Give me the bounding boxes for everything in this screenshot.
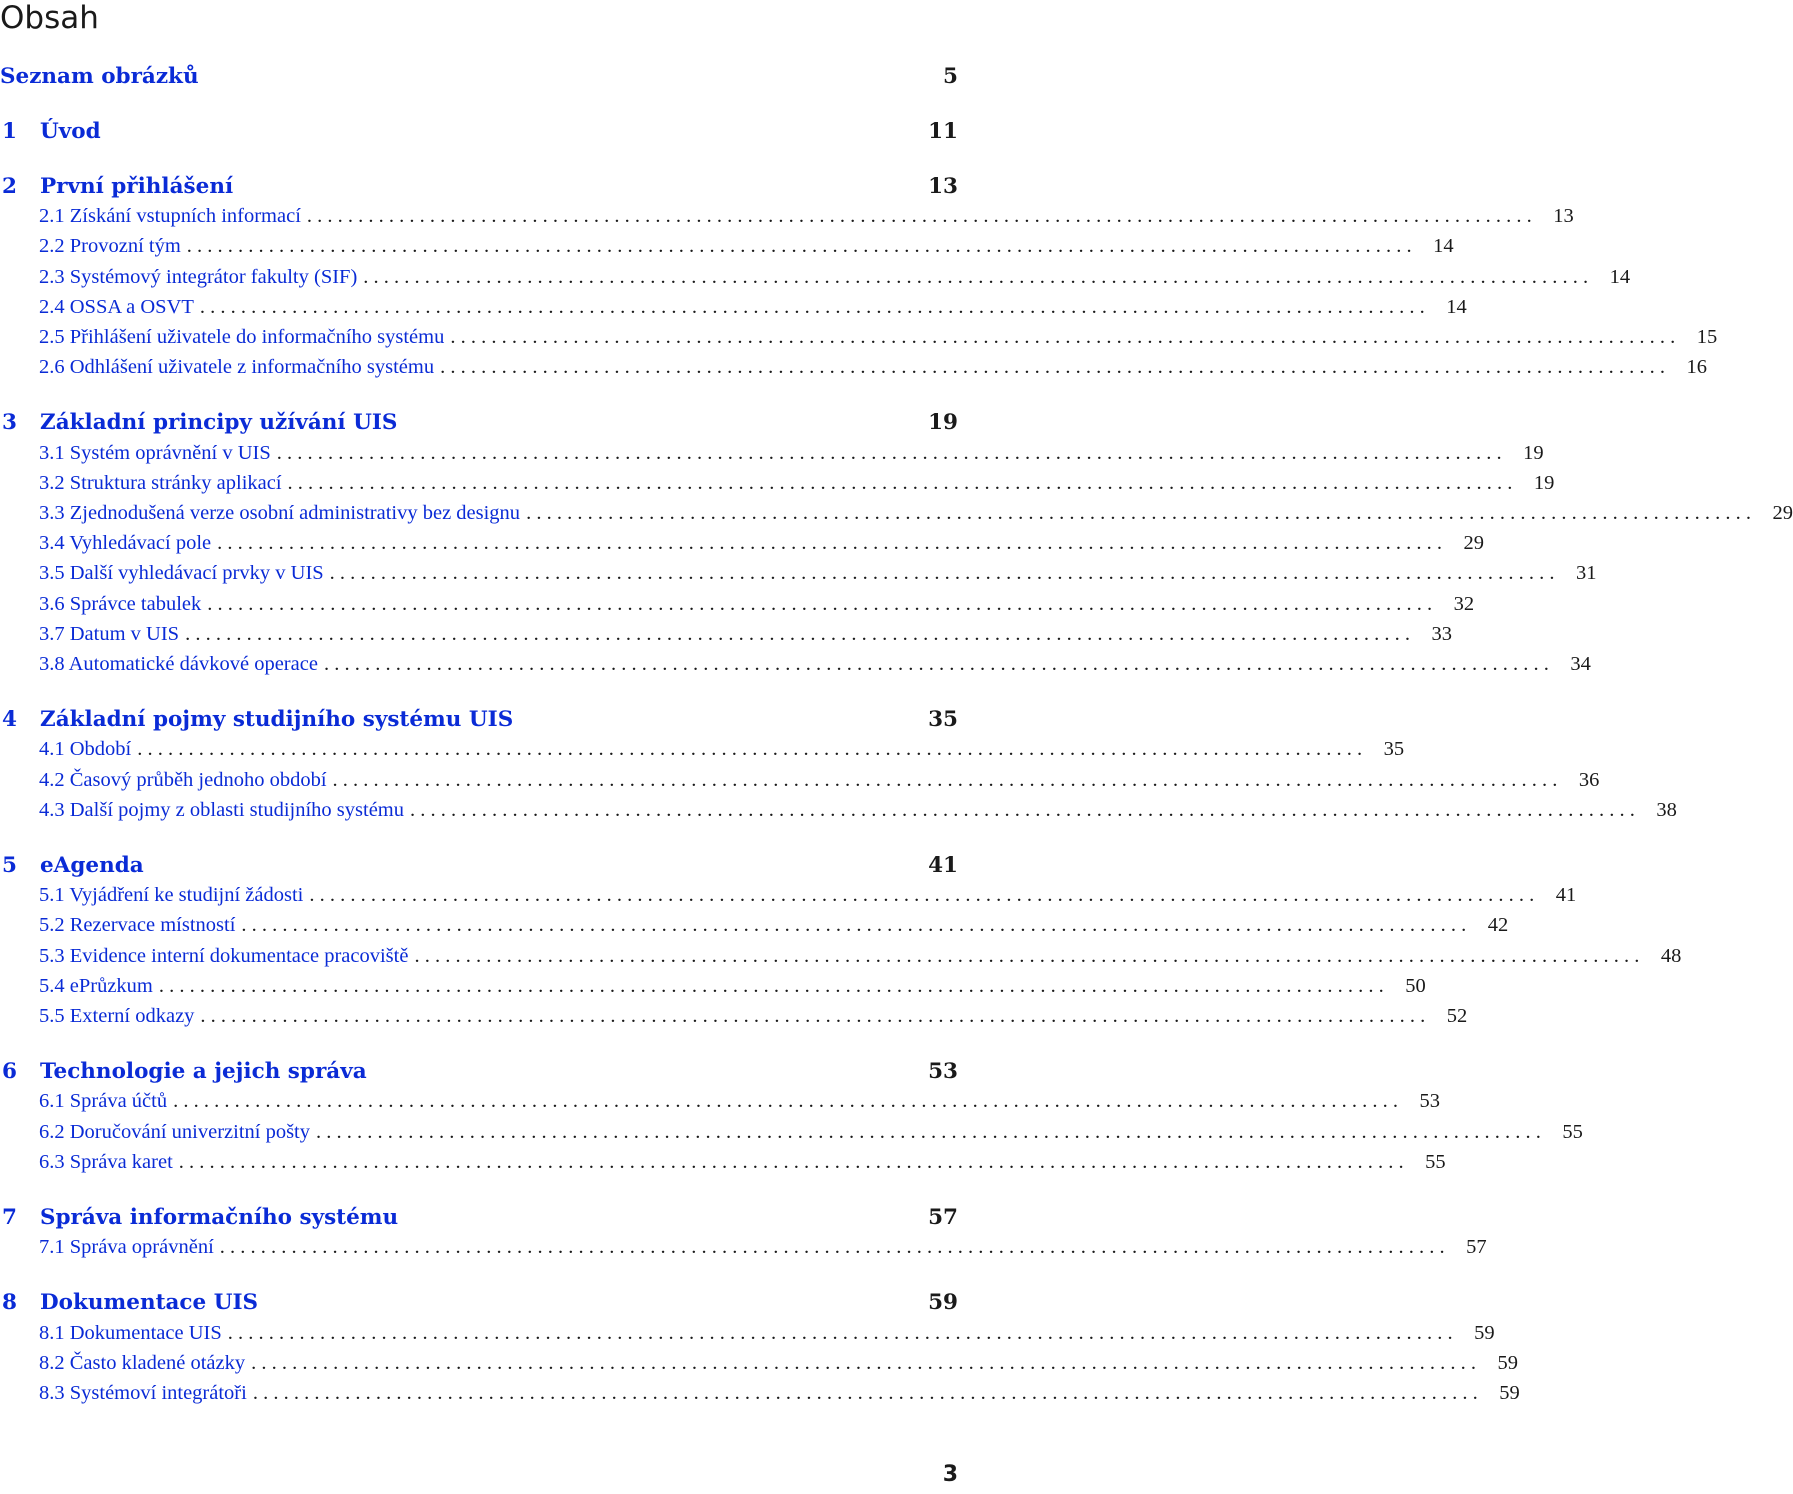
section-page-number: 34 <box>1570 652 1591 675</box>
chapter-page-number: 35 <box>928 707 958 733</box>
chapter-number: 6 <box>2 1059 17 1085</box>
chapter-number: 4 <box>2 707 17 733</box>
toc-section-link[interactable] <box>39 649 1591 679</box>
toc-section-link[interactable] <box>39 468 1555 498</box>
section-title: 3.3 Zjednodušená verze osobní administrativy bez designu <box>39 501 521 524</box>
section-page-number: 41 <box>1555 884 1577 907</box>
leader-dots: . . . . . . . . . . . . . . . . . . . . . . . . . . . . . . . . . . . . . . . . . . . . . . . . . . . . . . . . . . . . . . . . . . . . . . . . . . . . . . . . . . . . . . . . . . . . . . . . . . . . . . . . . . . . . . . . . . . . . . . . <box>306 205 1532 228</box>
toc-section-link[interactable] <box>39 559 1597 589</box>
section-page-number: 14 <box>1433 235 1454 258</box>
chapter-number: 2 <box>2 173 17 199</box>
section-title: 2.6 Odhlášení uživatele z informačního systému <box>39 356 435 379</box>
toc-section-link[interactable] <box>39 881 1577 911</box>
toc-section-link[interactable] <box>39 1117 1583 1147</box>
section-page-number: 16 <box>1686 356 1707 379</box>
leader-dots: . . . . . . . . . . . . . . . . . . . . . . . . . . . . . . . . . . . . . . . . . . . . . . . . . . . . . . . . . . . . . . . . . . . . . . . . . . . . . . . . . . . . . . . . . . . . . . . . . . . . . . . . . . . . . . . . . . . . . . . . <box>158 974 1384 997</box>
leader-dots: . . . . . . . . . . . . . . . . . . . . . . . . . . . . . . . . . . . . . . . . . . . . . . . . . . . . . . . . . . . . . . . . . . . . . . . . . . . . . . . . . . . . . . . . . . . . . . . . . . . . . . . . . . . . . . . . . . . . . . . . <box>332 768 1558 791</box>
section-title: 5.4 ePrůzkum <box>39 974 153 997</box>
section-page-number: 19 <box>1533 471 1555 494</box>
toc-chapter-link[interactable] <box>0 1288 958 1318</box>
section-title: 3.2 Struktura stránky aplikací <box>39 471 282 494</box>
toc-section-link[interactable] <box>39 262 1631 292</box>
leader-dots: . . . . . . . . . . . . . . . . . . . . . . . . . . . . . . . . . . . . . . . . . . . . . . . . . . . . . . . . . . . . . . . . . . . . . . . . . . . . . . . . . . . . . . . . . . . . . . . . . . . . . . . . . . . . . . . . . . . . . . . . <box>199 295 1425 318</box>
toc-section-link[interactable] <box>39 1378 1520 1408</box>
section-title: 8.3 Systémoví integrátoři <box>39 1381 247 1404</box>
toc-section-link[interactable] <box>39 735 1405 765</box>
toc-section-link[interactable] <box>39 795 1677 825</box>
section-page-number: 53 <box>1419 1090 1440 1113</box>
toc-section-link[interactable] <box>39 1087 1440 1117</box>
section-title: 3.1 Systém oprávnění v UIS <box>39 441 271 464</box>
toc-section-link[interactable] <box>39 1001 1468 1031</box>
section-title: 3.8 Automatické dávkové operace <box>39 652 318 675</box>
leader-dots: . . . . . . . . . . . . . . . . . . . . . . . . . . . . . . . . . . . . . . . . . . . . . . . . . . . . . . . . . . . . . . . . . . . . . . . . . . . . . . . . . . . . . . . . . . . . . . . . . . . . . . . . . . . . . . . . . . . . . . . . <box>414 944 1640 967</box>
section-title: 6.1 Správa účtů <box>39 1090 168 1113</box>
section-page-number: 42 <box>1487 914 1509 937</box>
section-page-number: 29 <box>1772 501 1793 524</box>
leader-dots: . . . . . . . . . . . . . . . . . . . . . . . . . . . . . . . . . . . . . . . . . . . . . . . . . . . . . . . . . . . . . . . . . . . . . . . . . . . . . . . . . . . . . . . . . . . . . . . . . . . . . . . . . . . . . . . . . . . . . . . . <box>526 501 1751 524</box>
section-title: 2.4 OSSA a OSVT <box>39 295 194 318</box>
section-page-number: 31 <box>1576 562 1597 585</box>
section-page-number: 14 <box>1446 295 1467 318</box>
leader-dots: . . . . . . . . . . . . . . . . . . . . . . . . . . . . . . . . . . . . . . . . . . . . . . . . . . . . . . . . . . . . . . . . . . . . . . . . . . . . . . . . . . . . . . . . . . . . . . . . . . . . . . . . . . . . . . . . . . . . . . . . <box>252 1381 1478 1404</box>
page-number: 3 <box>942 1462 958 1487</box>
chapter-number: 1 <box>2 118 17 144</box>
section-page-number: 59 <box>1497 1351 1518 1374</box>
page-title: Obsah <box>0 0 99 36</box>
toc-section-link[interactable] <box>39 971 1426 1001</box>
toc-section-link[interactable] <box>39 1147 1446 1177</box>
section-title: 4.3 Další pojmy z oblasti studijního systému <box>39 798 405 821</box>
chapter-page-number: 19 <box>928 410 958 436</box>
section-title: 2.2 Provozní tým <box>39 235 181 258</box>
chapter-title: Základní principy užívání UIS <box>40 410 398 436</box>
section-title: 3.6 Správce tabulek <box>39 592 202 615</box>
chapter-title: Technologie a jejich správa <box>40 1059 367 1085</box>
leader-dots: . . . . . . . . . . . . . . . . . . . . . . . . . . . . . . . . . . . . . . . . . . . . . . . . . . . . . . . . . . . . . . . . . . . . . . . . . . . . . . . . . . . . . . . . . . . . . . . . . . . . . . . . . . . . . . . . . . . . . . . . <box>207 592 1433 615</box>
leader-dots: . . . . . . . . . . . . . . . . . . . . . . . . . . . . . . . . . . . . . . . . . . . . . . . . . . . . . . . . . . . . . . . . . . . . . . . . . . . . . . . . . . . . . . . . . . . . . . . . . . . . . . . . . . . . . . . . . . . . . . . . <box>200 1004 1426 1027</box>
toc-section-link[interactable] <box>39 1233 1487 1263</box>
leader-dots: . . . . . . . . . . . . . . . . . . . . . . . . . . . . . . . . . . . . . . . . . . . . . . . . . . . . . . . . . . . . . . . . . . . . . . . . . . . . . . . . . . . . . . . . . . . . . . . . . . . . . . . . . . . . . . . . . . . . . . . . <box>410 798 1635 821</box>
section-title: 5.1 Vyjádření ke studijní žádosti <box>39 884 304 907</box>
leader-dots: . . . . . . . . . . . . . . . . . . . . . . . . . . . . . . . . . . . . . . . . . . . . . . . . . . . . . . . . . . . . . . . . . . . . . . . . . . . . . . . . . . . . . . . . . . . . . . . . . . . . . . . . . . . . . . . . . . . . . . . . <box>450 325 1676 348</box>
leader-dots: . . . . . . . . . . . . . . . . . . . . . . . . . . . . . . . . . . . . . . . . . . . . . . . . . . . . . . . . . . . . . . . . . . . . . . . . . . . . . . . . . . . . . . . . . . . . . . . . . . . . . . . . . . . . . . . . . . . . . . . . <box>363 265 1589 288</box>
toc-section-link[interactable] <box>39 232 1454 262</box>
toc-section-link[interactable] <box>39 619 1452 649</box>
section-title: 4.2 Časový průběh jednoho období <box>39 768 327 791</box>
toc-chapter-link[interactable] <box>0 408 958 438</box>
chapter-number: 5 <box>2 852 17 878</box>
leader-dots: . . . . . . . . . . . . . . . . . . . . . . . . . . . . . . . . . . . . . . . . . . . . . . . . . . . . . . . . . . . . . . . . . . . . . . . . . . . . . . . . . . . . . . . . . . . . . . . . . . . . . . . . . . . . . . . . . . . . . . . . <box>241 914 1467 937</box>
toc-section-link[interactable] <box>39 529 1484 559</box>
leader-dots: . . . . . . . . . . . . . . . . . . . . . . . . . . . . . . . . . . . . . . . . . . . . . . . . . . . . . . . . . . . . . . . . . . . . . . . . . . . . . . . . . . . . . . . . . . . . . . . . . . . . . . . . . . . . . . . . . . . . . . . . <box>137 738 1363 761</box>
chapter-page-number: 11 <box>928 118 958 144</box>
section-page-number: 55 <box>1425 1150 1446 1173</box>
toc-section-link[interactable] <box>39 765 1600 795</box>
chapter-page-number: 53 <box>928 1059 958 1085</box>
chapter-page-number: 5 <box>943 63 958 89</box>
section-title: 3.4 Vyhledávací pole <box>39 532 212 555</box>
toc-section-link[interactable] <box>39 322 1718 352</box>
section-page-number: 33 <box>1431 622 1452 645</box>
chapter-title: Dokumentace UIS <box>40 1290 259 1316</box>
section-page-number: 29 <box>1463 532 1484 555</box>
section-title: 5.5 Externí odkazy <box>39 1004 195 1027</box>
section-title: 4.1 Období <box>39 738 132 761</box>
chapter-page-number: 13 <box>928 173 958 199</box>
chapter-title: Správa informačního systému <box>40 1204 399 1230</box>
leader-dots: . . . . . . . . . . . . . . . . . . . . . . . . . . . . . . . . . . . . . . . . . . . . . . . . . . . . . . . . . . . . . . . . . . . . . . . . . . . . . . . . . . . . . . . . . . . . . . . . . . . . . . . . . . . . . . . . . . . . . . . . <box>309 884 1535 907</box>
chapter-number: 7 <box>2 1204 17 1230</box>
leader-dots: . . . . . . . . . . . . . . . . . . . . . . . . . . . . . . . . . . . . . . . . . . . . . . . . . . . . . . . . . . . . . . . . . . . . . . . . . . . . . . . . . . . . . . . . . . . . . . . . . . . . . . . . . . . . . . . . . . . . . . . . <box>178 1150 1404 1173</box>
toc-chapter-link[interactable] <box>0 850 958 880</box>
section-title: 2.1 Získání vstupních informací <box>39 205 301 228</box>
section-page-number: 36 <box>1578 768 1600 791</box>
toc-section-link[interactable] <box>39 202 1574 232</box>
leader-dots: . . . . . . . . . . . . . . . . . . . . . . . . . . . . . . . . . . . . . . . . . . . . . . . . . . . . . . . . . . . . . . . . . . . . . . . . . . . . . . . . . . . . . . . . . . . . . . . . . . . . . . . . . . . . . . . . . . . . . . . . <box>227 1321 1453 1344</box>
toc-section-link[interactable] <box>39 941 1682 971</box>
toc-section-link[interactable] <box>39 353 1707 383</box>
chapter-title: První přihlášení <box>40 173 234 199</box>
section-page-number: 57 <box>1466 1236 1487 1259</box>
leader-dots: . . . . . . . . . . . . . . . . . . . . . . . . . . . . . . . . . . . . . . . . . . . . . . . . . . . . . . . . . . . . . . . . . . . . . . . . . . . . . . . . . . . . . . . . . . . . . . . . . . . . . . . . . . . . . . . . . . . . . . . . <box>276 441 1502 464</box>
chapter-title: Seznam obrázků <box>0 63 199 89</box>
section-page-number: 50 <box>1405 974 1426 997</box>
toc-chapter-link[interactable] <box>0 1057 958 1087</box>
toc-section-link[interactable] <box>39 292 1467 322</box>
section-page-number: 52 <box>1446 1004 1468 1027</box>
section-page-number: 13 <box>1553 205 1574 228</box>
section-page-number: 19 <box>1523 441 1544 464</box>
section-title: 2.3 Systémový integrátor fakulty (SIF) <box>39 265 358 288</box>
toc-section-link[interactable] <box>39 498 1793 528</box>
leader-dots: . . . . . . . . . . . . . . . . . . . . . . . . . . . . . . . . . . . . . . . . . . . . . . . . . . . . . . . . . . . . . . . . . . . . . . . . . . . . . . . . . . . . . . . . . . . . . . . . . . . . . . . . . . . . . . . . . . . . . . . . <box>287 471 1513 494</box>
section-page-number: 59 <box>1474 1321 1495 1344</box>
section-title: 6.2 Doručování univerzitní pošty <box>39 1120 311 1143</box>
leader-dots: . . . . . . . . . . . . . . . . . . . . . . . . . . . . . . . . . . . . . . . . . . . . . . . . . . . . . . . . . . . . . . . . . . . . . . . . . . . . . . . . . . . . . . . . . . . . . . . . . . . . . . . . . . . . . . . . . . . . . . . . <box>329 562 1555 585</box>
section-title: 3.5 Další vyhledávací prvky v UIS <box>39 562 324 585</box>
toc-chapter-link[interactable] <box>0 171 958 201</box>
section-page-number: 15 <box>1696 325 1718 348</box>
section-page-number: 38 <box>1656 798 1677 821</box>
leader-dots: . . . . . . . . . . . . . . . . . . . . . . . . . . . . . . . . . . . . . . . . . . . . . . . . . . . . . . . . . . . . . . . . . . . . . . . . . . . . . . . . . . . . . . . . . . . . . . . . . . . . . . . . . . . . . . . . . . . . . . . . <box>323 652 1549 675</box>
toc-chapter-link[interactable] <box>0 705 958 735</box>
toc-section-link[interactable] <box>39 911 1509 941</box>
chapter-page-number: 41 <box>928 852 958 878</box>
toc-chapter-link[interactable] <box>0 61 958 91</box>
leader-dots: . . . . . . . . . . . . . . . . . . . . . . . . . . . . . . . . . . . . . . . . . . . . . . . . . . . . . . . . . . . . . . . . . . . . . . . . . . . . . . . . . . . . . . . . . . . . . . . . . . . . . . . . . . . . . . . . . . . . . . . . <box>186 235 1412 258</box>
toc-section-link[interactable] <box>39 1348 1518 1378</box>
section-page-number: 59 <box>1499 1381 1520 1404</box>
section-page-number: 48 <box>1660 944 1682 967</box>
section-title: 6.3 Správa karet <box>39 1150 173 1173</box>
section-title: 8.1 Dokumentace UIS <box>39 1321 222 1344</box>
toc-section-link[interactable] <box>39 589 1475 619</box>
toc-chapter-link[interactable] <box>0 1202 958 1232</box>
chapter-number: 3 <box>2 410 17 436</box>
leader-dots: . . . . . . . . . . . . . . . . . . . . . . . . . . . . . . . . . . . . . . . . . . . . . . . . . . . . . . . . . . . . . . . . . . . . . . . . . . . . . . . . . . . . . . . . . . . . . . . . . . . . . . . . . . . . . . . . . . . . . . . . <box>219 1236 1445 1259</box>
leader-dots: . . . . . . . . . . . . . . . . . . . . . . . . . . . . . . . . . . . . . . . . . . . . . . . . . . . . . . . . . . . . . . . . . . . . . . . . . . . . . . . . . . . . . . . . . . . . . . . . . . . . . . . . . . . . . . . . . . . . . . . . <box>440 356 1665 379</box>
leader-dots: . . . . . . . . . . . . . . . . . . . . . . . . . . . . . . . . . . . . . . . . . . . . . . . . . . . . . . . . . . . . . . . . . . . . . . . . . . . . . . . . . . . . . . . . . . . . . . . . . . . . . . . . . . . . . . . . . . . . . . . . <box>316 1120 1541 1143</box>
section-title: 8.2 Často kladené otázky <box>39 1351 246 1374</box>
section-title: 2.5 Přihlášení uživatele do informačního systému <box>39 325 445 348</box>
chapter-title: eAgenda <box>40 852 144 878</box>
toc-section-link[interactable] <box>39 1318 1495 1348</box>
chapter-page-number: 59 <box>928 1290 958 1316</box>
toc-chapter-link[interactable] <box>0 116 958 146</box>
section-title: 5.3 Evidence interní dokumentace pracoviště <box>39 944 409 967</box>
leader-dots: . . . . . . . . . . . . . . . . . . . . . . . . . . . . . . . . . . . . . . . . . . . . . . . . . . . . . . . . . . . . . . . . . . . . . . . . . . . . . . . . . . . . . . . . . . . . . . . . . . . . . . . . . . . . . . . . . . . . . . . . <box>217 532 1442 555</box>
leader-dots: . . . . . . . . . . . . . . . . . . . . . . . . . . . . . . . . . . . . . . . . . . . . . . . . . . . . . . . . . . . . . . . . . . . . . . . . . . . . . . . . . . . . . . . . . . . . . . . . . . . . . . . . . . . . . . . . . . . . . . . . <box>185 622 1410 645</box>
chapter-page-number: 57 <box>928 1204 958 1230</box>
leader-dots: . . . . . . . . . . . . . . . . . . . . . . . . . . . . . . . . . . . . . . . . . . . . . . . . . . . . . . . . . . . . . . . . . . . . . . . . . . . . . . . . . . . . . . . . . . . . . . . . . . . . . . . . . . . . . . . . . . . . . . . . <box>251 1351 1476 1374</box>
section-page-number: 14 <box>1609 265 1631 288</box>
section-title: 3.7 Datum v UIS <box>39 622 180 645</box>
section-title: 7.1 Správa oprávnění <box>39 1236 214 1259</box>
leader-dots: . . . . . . . . . . . . . . . . . . . . . . . . . . . . . . . . . . . . . . . . . . . . . . . . . . . . . . . . . . . . . . . . . . . . . . . . . . . . . . . . . . . . . . . . . . . . . . . . . . . . . . . . . . . . . . . . . . . . . . . . <box>173 1090 1398 1113</box>
chapter-number: 8 <box>2 1290 17 1316</box>
section-title: 5.2 Rezervace místností <box>39 914 236 937</box>
section-page-number: 32 <box>1453 592 1475 615</box>
section-page-number: 35 <box>1383 738 1405 761</box>
chapter-title: Úvod <box>40 118 101 144</box>
chapter-title: Základní pojmy studijního systému UIS <box>40 707 514 733</box>
toc-section-link[interactable] <box>39 438 1544 468</box>
section-page-number: 55 <box>1562 1120 1583 1143</box>
